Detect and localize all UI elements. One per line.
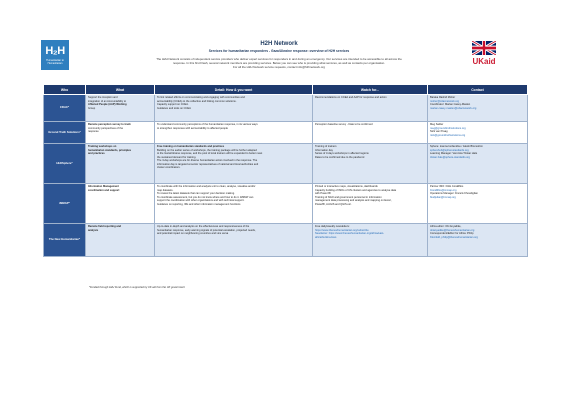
cell-line: To coordinate with the information and analysis unit to clean, analyse, visualise and/or	[157, 185, 256, 188]
cell-line: Support the inception and	[88, 96, 118, 99]
cell-line: Remote field reporting and	[88, 225, 122, 228]
link-text[interactable]: spherehub@spherestandards.org	[430, 148, 469, 152]
page-header	[80, 40, 478, 70]
table-row	[44, 224, 528, 257]
link-text[interactable]: Newsletter: https://www.thenewhumanitarian.org/africa/east-	[315, 232, 385, 235]
cell-who: Ground Truth Solutions*	[44, 122, 86, 144]
intro-text	[80, 58, 478, 70]
cell-line: information day is targeted at senior representatives of national and local authorities and	[157, 162, 259, 166]
cell-watch	[313, 95, 428, 122]
header-what: What	[86, 85, 155, 95]
cell-line: to the Gaza/Ukraine response, and the pool of local trainers will be expanded to better meet	[157, 152, 263, 155]
cell-line: Series of 3-days workshops in affected regions	[315, 152, 369, 155]
cell-detail	[155, 95, 313, 122]
cell-detail	[155, 144, 313, 184]
cell-line: the sustained demand for training.	[157, 155, 197, 159]
cell-line: To review the latest datasets that can support your decision making.	[157, 192, 235, 195]
link-text[interactable]: obianyadike@thenewhumanitarian.org	[430, 228, 475, 232]
union-flag-icon	[472, 41, 496, 55]
table-row	[44, 122, 528, 144]
cell-line: Remote perception survey to track	[88, 123, 131, 126]
link-text[interactable]: Kleinfeld, philip@thenewhumanitarian.org	[430, 235, 478, 239]
cell-line: Free daily/weekly newsletters:	[315, 225, 350, 228]
cell-line: Printed or interactive maps, visualizations, dashboards	[315, 185, 378, 188]
footnote: *Funded through H2H Fund, which is supported by UK aid from the UK government	[89, 286, 185, 289]
cell-line: Partner IMO: Fildo Coralliflos	[430, 185, 464, 188]
page-subtitle: Services for humanitarian responders - Gaza/Ukraine response: overview of H2H services	[208, 49, 350, 53]
cell-watch	[313, 122, 428, 144]
h2h-logo-subtext: Humanitarian to Humanitarian	[46, 59, 64, 65]
cell-line: Training of trainers	[315, 145, 337, 148]
cell-line: Africa editor: Obi Anyadike,	[430, 225, 462, 228]
h2h-logo-mark: H₂H	[45, 45, 65, 57]
cell-line: Correspondent/Editor for Africa: Philip	[430, 232, 474, 235]
cell-line: Sphere: Ioanna Iordanidou / Jakob Blomström	[430, 145, 483, 148]
cell-line: To coordinate assessment, but you do not know where and how to do it. iMMAP can	[157, 195, 254, 199]
cell-contact	[428, 144, 528, 184]
cell-line: Guidance on reporting, IMs and other information management functions	[157, 202, 241, 206]
ukaid-text: UKaid	[472, 57, 496, 66]
cell-line: Capacity building of IMOs of UN clusters and agencies to analyse data	[315, 188, 397, 192]
cell-line: Group	[88, 106, 96, 110]
link-text[interactable]: fcoralliflos@immap.org	[430, 188, 457, 192]
cell-line: response	[88, 130, 99, 133]
cell-line: Building on the earlier series of workshops, the training package will be further adapted	[157, 148, 257, 152]
cell-line: To understand community perceptions of the humanitarian response, in its various ways	[157, 123, 258, 126]
cell-contact	[428, 184, 528, 224]
cell-line: support the coordination with other organizations and with technical support.	[157, 199, 245, 202]
cell-line: The 3-day workshops are for diverse humanitarian actors involved in the response. The	[157, 159, 258, 162]
cell-line: Meg Sattler	[430, 123, 444, 126]
cell-line: integration of an Accountability to	[88, 99, 127, 103]
cell-who: HHI/Sphere*	[44, 144, 86, 184]
cell-what	[86, 224, 155, 257]
page-title: H2H Network	[260, 41, 298, 47]
cell-line: Information Management	[88, 185, 119, 188]
cell-line: analysis	[88, 228, 99, 232]
cell-line: Operations Manager: Francis Khoudiglian	[430, 192, 478, 195]
link-text[interactable]: moher@cdacnetwork.org	[430, 99, 460, 103]
cell-what	[86, 184, 155, 224]
cell-line: Recommendations on CCEA and AAP for response and action	[315, 96, 387, 99]
link-text[interactable]: nick@groundtruthsolutions.org	[430, 133, 466, 137]
cell-line: accountability (CCEA) to the collective and linking common solutions.	[157, 99, 237, 103]
intro-line: For all the H2H Network service requests, contact info@h2hnetwork.org	[233, 64, 325, 69]
link-text[interactable]: meg@groundtruthsolutions.org	[430, 126, 466, 130]
cell-who: CDAC*	[44, 95, 86, 122]
cell-who: iMMAP*	[44, 184, 86, 224]
cell-what	[86, 122, 155, 144]
cell-line: Free training on humanitarian standards and practices	[157, 145, 225, 148]
cell-line: coordination and support	[88, 188, 120, 192]
cell-line: PowerBI, ArcGIS and QGIS etc.	[315, 202, 352, 206]
cell-line: management data processing and analysis and mapping on Excel,	[315, 199, 392, 202]
table-row	[44, 144, 528, 184]
cell-line: community perspectives of the	[88, 126, 124, 130]
header-watch-for: Watch for...	[313, 85, 428, 95]
intro-line: response. In this first Flash, several network members are providing services. Below you can see who is providing what services, as well as contacts per organisation.	[172, 60, 386, 65]
cell-line: Up-to-date in-depth and analysis on the effectiveness and responsiveness of the	[157, 225, 250, 228]
cell-line: with Power BI	[315, 192, 331, 195]
cell-what	[86, 144, 155, 184]
cell-contact	[428, 122, 528, 144]
table-row	[44, 184, 528, 224]
cell-line: Dates to be confirmed due to the pandemic	[315, 155, 365, 159]
cell-line: Affected People (AAP) Working	[88, 103, 127, 106]
cell-watch	[313, 144, 428, 184]
cell-detail	[155, 122, 313, 144]
link-text[interactable]: marian.casey-maslen@cdacnetwork.org	[430, 106, 477, 110]
cell-line: Learning Manager: Veronica Tristan Hale	[430, 152, 478, 155]
services-table	[43, 84, 528, 257]
cell-line: Capacity support on CCEA.	[157, 103, 189, 106]
header-detail: Detail: How & you want	[155, 85, 313, 95]
cell-line: Guidance and tools on CCEA	[157, 106, 191, 110]
cell-line: humanitarian response, early-warning signals of potential escalation, projected needs,	[157, 228, 256, 232]
cell-watch	[313, 224, 428, 257]
link-text[interactable]: fkudjulian@immap.org	[430, 195, 456, 199]
link-text[interactable]: africa/burkina-faso	[315, 235, 337, 239]
cell-watch	[313, 184, 428, 224]
cell-line: Training workshops on	[88, 145, 117, 148]
cell-line: map datasets.	[157, 188, 174, 192]
cell-what	[86, 95, 155, 122]
h2h-logo	[41, 40, 69, 70]
cell-line: Perception baseline survey - Date to be confirmed	[315, 123, 373, 126]
cell-line: To link related efforts on communicating and engaging with communities and	[157, 96, 245, 99]
cell-who: The New Humanitarian*	[44, 224, 86, 257]
cell-line: to strengthen responses with accountability to affected people	[157, 126, 228, 130]
cell-detail	[155, 184, 313, 224]
cell-contact	[428, 95, 528, 122]
cell-contact	[428, 224, 528, 257]
cell-line: Information day	[315, 148, 333, 152]
ukaid-logo	[472, 41, 496, 68]
link-text[interactable]: tristan.hale@sphere-standards.org	[430, 155, 470, 159]
cell-line: Baraka Rashid Moher	[430, 96, 456, 99]
cell-detail	[155, 224, 313, 257]
table-header-row	[44, 85, 528, 95]
cell-line: Coordinator: Marian Casey-Maslen	[430, 103, 471, 106]
link-text[interactable]: https://www.thenewhumanitarian.org/subscribe	[315, 228, 369, 232]
cell-line: and practices	[88, 152, 105, 155]
cell-line: humanitarian standards, principles	[88, 148, 132, 152]
header-who: Who	[44, 85, 86, 95]
intro-line: The H2H Network consists of independent service providers who deliver expert services for responders in and during an emergency. Our services are intended to be accessible to all across the	[156, 57, 402, 61]
cell-line: and potential impact on neighbouring countries and vice versa	[157, 232, 229, 235]
cell-line: Training of NGO and government personnel in information	[315, 195, 382, 199]
cell-line: Nick van Praag	[430, 130, 448, 133]
cell-line: cluster coordinators.	[157, 166, 181, 169]
header-contact: Contact	[428, 85, 528, 95]
table-row	[44, 95, 528, 122]
